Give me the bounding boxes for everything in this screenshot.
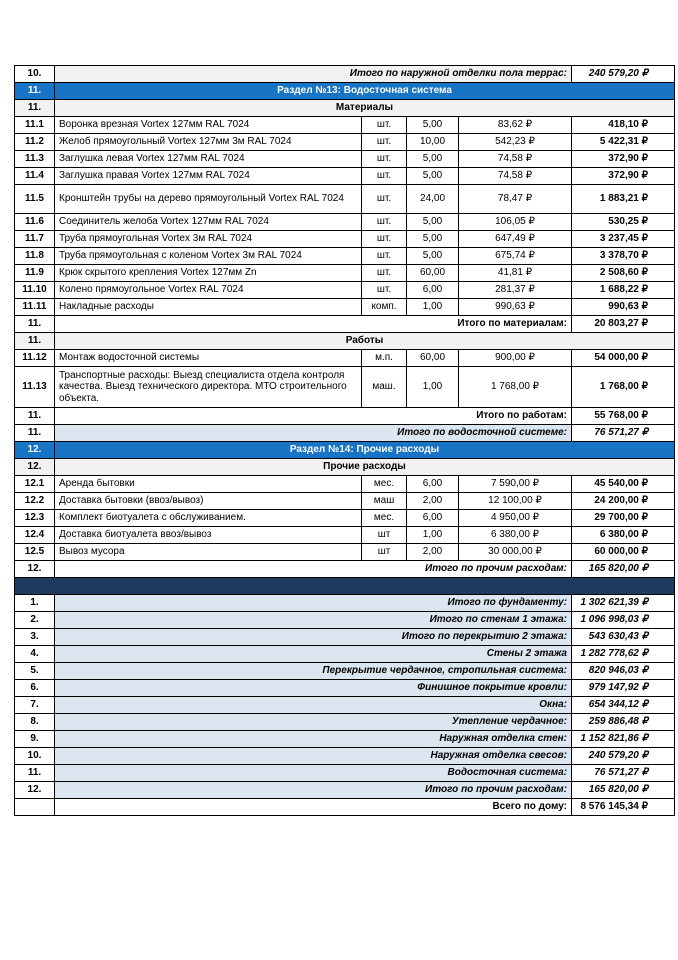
total-sum: 20 803,27 ₽ [572,316,675,333]
summary-row [15,663,675,680]
summary-row [15,680,675,697]
item-name: Транспортные расходы: Выезд специалиста отдела контроля качества. Выезд технического директора. МТО строительного объекта. [55,367,362,408]
item-unit: комп. [362,299,407,316]
summary-sum: 654 344,12 ₽ [572,697,675,714]
divider-row [15,578,675,595]
summary-sum: 979 147,92 ₽ [572,680,675,697]
item-price: 74,58 ₽ [459,168,572,185]
row-number: 6. [15,680,55,697]
item-number: 12.4 [15,527,55,544]
item-price: 7 590,00 ₽ [459,476,572,493]
item-row [15,367,675,408]
row-number: 10. [15,748,55,765]
item-name: Желоб прямоугольный Vortex 127мм 3м RAL 7024 [55,134,362,151]
summary-row [15,714,675,731]
summary-label: Финишное покрытие кровли: [55,680,572,697]
item-quantity: 1,00 [407,527,459,544]
item-name: Соединитель желоба Vortex 127мм RAL 7024 [55,214,362,231]
row-number: 4. [15,646,55,663]
summary-label: Перекрытие чердачное, стропильная система: [55,663,572,680]
item-unit: шт. [362,231,407,248]
item-sum: 29 700,00 ₽ [572,510,675,527]
item-unit: шт. [362,265,407,282]
total-row-section13 [15,425,675,442]
item-price: 78,47 ₽ [459,185,572,214]
item-row [15,476,675,493]
total-row-materials [15,316,675,333]
item-row [15,544,675,561]
section-header-row [15,442,675,459]
item-quantity: 5,00 [407,214,459,231]
subsection-header-row [15,100,675,117]
item-sum: 3 378,70 ₽ [572,248,675,265]
summary-label: Итого по прочим расходам: [55,782,572,799]
grand-total-label: Всего по дому: [55,799,572,816]
item-quantity: 24,00 [407,185,459,214]
item-row [15,493,675,510]
item-name: Воронка врезная Vortex 127мм RAL 7024 [55,117,362,134]
summary-sum: 240 579,20 ₽ [572,748,675,765]
item-sum: 5 422,31 ₽ [572,134,675,151]
item-price: 83,62 ₽ [459,117,572,134]
item-sum: 2 508,60 ₽ [572,265,675,282]
estimate-table-body [15,66,675,816]
item-price: 675,74 ₽ [459,248,572,265]
item-name: Комплект биотуалета с обслуживанием. [55,510,362,527]
subsection-title: Прочие расходы [55,459,675,476]
item-price: 1 768,00 ₽ [459,367,572,408]
item-name: Труба прямоугольная Vortex 3м RAL 7024 [55,231,362,248]
estimate-table [14,65,675,816]
item-quantity: 6,00 [407,282,459,299]
item-row [15,185,675,214]
item-sum: 1 688,22 ₽ [572,282,675,299]
item-row [15,510,675,527]
summary-label: Утепление чердачное: [55,714,572,731]
item-name: Заглушка правая Vortex 127мм RAL 7024 [55,168,362,185]
grand-total-sum: 8 576 145,34 ₽ [572,799,675,816]
subsection-title: Материалы [55,100,675,117]
item-number: 11.13 [15,367,55,408]
item-unit: шт. [362,214,407,231]
item-number: 12.1 [15,476,55,493]
section-title: Раздел №14: Прочие расходы [55,442,675,459]
summary-sum: 76 571,27 ₽ [572,765,675,782]
item-number: 11.8 [15,248,55,265]
item-price: 4 950,00 ₽ [459,510,572,527]
item-name: Доставка биотуалета ввоз/вывоз [55,527,362,544]
total-label: Итого по материалам: [55,316,572,333]
summary-row [15,646,675,663]
item-unit: мес. [362,510,407,527]
summary-label: Наружная отделка свесов: [55,748,572,765]
item-name: Кронштейн трубы на дерево прямоугольный Vortex RAL 7024 [55,185,362,214]
row-number: 9. [15,731,55,748]
item-sum: 3 237,45 ₽ [572,231,675,248]
item-name: Накладные расходы [55,299,362,316]
item-sum: 24 200,00 ₽ [572,493,675,510]
total-sum: 55 768,00 ₽ [572,408,675,425]
item-number: 12.5 [15,544,55,561]
item-price: 542,23 ₽ [459,134,572,151]
row-number: 11. [15,425,55,442]
row-number: 11. [15,408,55,425]
item-name: Колено прямоугольное Vortex RAL 7024 [55,282,362,299]
total-row-terrace [15,66,675,83]
item-unit: шт [362,527,407,544]
row-number: 7. [15,697,55,714]
subsection-header-row [15,333,675,350]
summary-row [15,731,675,748]
item-name: Монтаж водосточной системы [55,350,362,367]
total-row-works [15,408,675,425]
section-title: Раздел №13: Водосточная система [55,83,675,100]
item-sum: 54 000,00 ₽ [572,350,675,367]
row-number: 12. [15,459,55,476]
item-row [15,168,675,185]
item-quantity: 5,00 [407,231,459,248]
summary-row [15,595,675,612]
item-quantity: 5,00 [407,151,459,168]
row-number: 11. [15,333,55,350]
item-row [15,299,675,316]
item-sum: 45 540,00 ₽ [572,476,675,493]
item-quantity: 5,00 [407,117,459,134]
summary-sum: 1 096 998,03 ₽ [572,612,675,629]
item-quantity: 60,00 [407,350,459,367]
total-label: Итого по наружной отделки пола террас: [55,66,572,83]
item-quantity: 5,00 [407,248,459,265]
item-name: Аренда бытовки [55,476,362,493]
item-sum: 418,10 ₽ [572,117,675,134]
summary-row [15,748,675,765]
item-quantity: 2,00 [407,544,459,561]
item-row [15,248,675,265]
item-name: Труба прямоугольная с коленом Vortex 3м RAL 7024 [55,248,362,265]
item-number: 11.3 [15,151,55,168]
summary-sum: 1 302 621,39 ₽ [572,595,675,612]
row-number: 1. [15,595,55,612]
row-number: 5. [15,663,55,680]
item-quantity: 10,00 [407,134,459,151]
item-sum: 530,25 ₽ [572,214,675,231]
item-price: 30 000,00 ₽ [459,544,572,561]
summary-sum: 259 886,48 ₽ [572,714,675,731]
section-number: 11. [15,83,55,100]
item-unit: шт. [362,117,407,134]
item-sum: 1 768,00 ₽ [572,367,675,408]
item-number: 11.1 [15,117,55,134]
item-sum: 372,90 ₽ [572,168,675,185]
summary-label: Итого по стенам 1 этажа: [55,612,572,629]
row-number: 10. [15,66,55,83]
row-number: 11. [15,765,55,782]
item-sum: 990,63 ₽ [572,299,675,316]
summary-label: Итого по перекрытию 2 этажа: [55,629,572,646]
row-number: 12. [15,782,55,799]
divider-band [15,578,675,595]
item-number: 12.2 [15,493,55,510]
row-number-empty [15,799,55,816]
item-quantity: 1,00 [407,299,459,316]
item-quantity: 6,00 [407,510,459,527]
item-row [15,282,675,299]
item-sum: 6 380,00 ₽ [572,527,675,544]
item-sum: 1 883,21 ₽ [572,185,675,214]
row-number: 11. [15,100,55,117]
item-quantity: 60,00 [407,265,459,282]
grand-total-row [15,799,675,816]
item-name: Крюк скрытого крепления Vortex 127мм Zn [55,265,362,282]
item-price: 106,05 ₽ [459,214,572,231]
section-header-row [15,83,675,100]
row-number: 11. [15,316,55,333]
item-unit: шт. [362,282,407,299]
item-number: 11.2 [15,134,55,151]
item-row [15,527,675,544]
item-number: 11.4 [15,168,55,185]
item-price: 12 100,00 ₽ [459,493,572,510]
item-number: 11.12 [15,350,55,367]
row-number: 3. [15,629,55,646]
item-unit: шт. [362,248,407,265]
item-row [15,117,675,134]
item-unit: шт [362,544,407,561]
item-name: Заглушка левая Vortex 127мм RAL 7024 [55,151,362,168]
summary-sum: 1 282 778,62 ₽ [572,646,675,663]
item-unit: маш [362,493,407,510]
row-number: 2. [15,612,55,629]
total-sum: 165 820,00 ₽ [572,561,675,578]
summary-label: Окна: [55,697,572,714]
summary-label: Стены 2 этажа [55,646,572,663]
item-unit: шт. [362,168,407,185]
item-row [15,265,675,282]
item-unit: шт. [362,151,407,168]
item-price: 41,81 ₽ [459,265,572,282]
summary-row [15,765,675,782]
item-number: 11.5 [15,185,55,214]
item-price: 990,63 ₽ [459,299,572,316]
total-label: Итого по прочим расходам: [55,561,572,578]
item-number: 11.11 [15,299,55,316]
item-unit: м.п. [362,350,407,367]
item-quantity: 1,00 [407,367,459,408]
item-name: Вывоз мусора [55,544,362,561]
total-sum: 240 579,20 ₽ [572,66,675,83]
item-row [15,231,675,248]
summary-sum: 165 820,00 ₽ [572,782,675,799]
total-row-other [15,561,675,578]
row-number: 12. [15,561,55,578]
item-quantity: 5,00 [407,168,459,185]
summary-row [15,629,675,646]
item-price: 6 380,00 ₽ [459,527,572,544]
total-label: Итого по водосточной системе: [55,425,572,442]
total-sum: 76 571,27 ₽ [572,425,675,442]
item-sum: 60 000,00 ₽ [572,544,675,561]
item-price: 74,58 ₽ [459,151,572,168]
item-price: 900,00 ₽ [459,350,572,367]
summary-sum: 1 152 821,86 ₽ [572,731,675,748]
item-number: 11.9 [15,265,55,282]
item-price: 281,37 ₽ [459,282,572,299]
item-row [15,214,675,231]
item-name: Доставка бытовки (ввоз/вывоз) [55,493,362,510]
summary-label: Водосточная система: [55,765,572,782]
summary-label: Наружная отделка стен: [55,731,572,748]
item-unit: маш. [362,367,407,408]
subsection-title: Работы [55,333,675,350]
item-number: 11.10 [15,282,55,299]
item-unit: шт. [362,185,407,214]
item-quantity: 6,00 [407,476,459,493]
item-row [15,350,675,367]
summary-row [15,697,675,714]
summary-row [15,612,675,629]
section-number: 12. [15,442,55,459]
item-number: 11.7 [15,231,55,248]
summary-sum: 543 630,43 ₽ [572,629,675,646]
subsection-header-row [15,459,675,476]
item-sum: 372,90 ₽ [572,151,675,168]
item-row [15,134,675,151]
item-number: 11.6 [15,214,55,231]
summary-sum: 820 946,03 ₽ [572,663,675,680]
row-number: 8. [15,714,55,731]
item-number: 12.3 [15,510,55,527]
item-price: 647,49 ₽ [459,231,572,248]
item-row [15,151,675,168]
item-unit: шт. [362,134,407,151]
total-label: Итого по работам: [55,408,572,425]
item-unit: мес. [362,476,407,493]
summary-label: Итого по фундаменту: [55,595,572,612]
item-quantity: 2,00 [407,493,459,510]
summary-row [15,782,675,799]
